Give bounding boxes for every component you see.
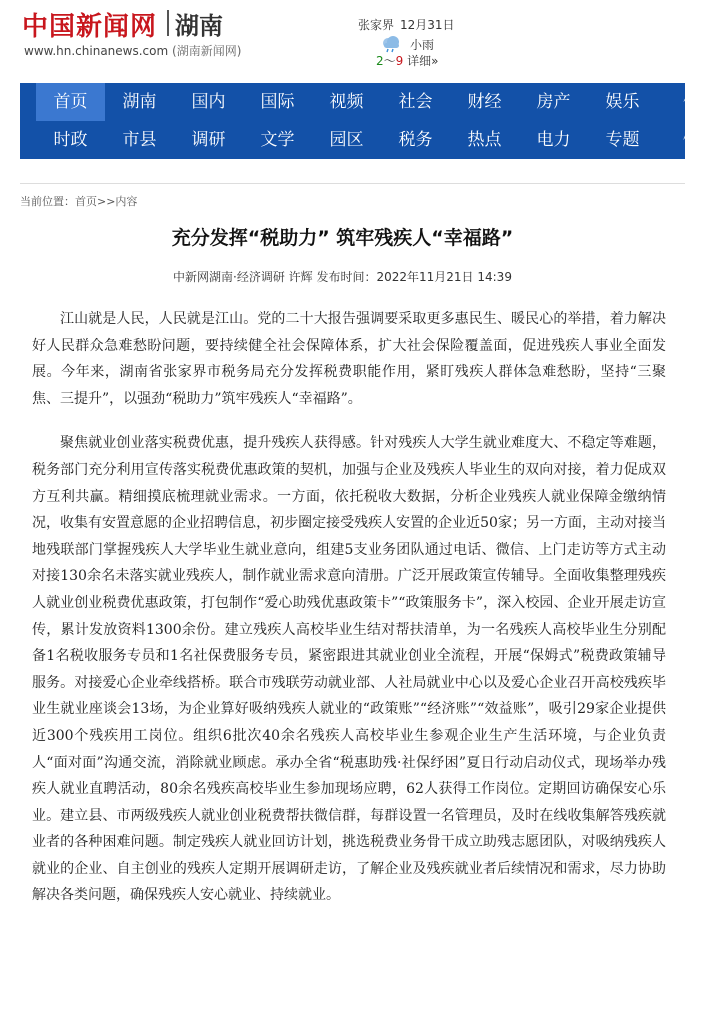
weather-widget bbox=[358, 16, 498, 68]
nav-item-hotspot[interactable]: 热点 bbox=[467, 130, 502, 150]
nav-item-finance[interactable]: 财经 bbox=[467, 92, 502, 112]
main-nav bbox=[20, 83, 700, 159]
article-title: 充分发挥“税助力” 筑牢残疾人“幸福路” bbox=[171, 227, 514, 249]
cloud-rain-icon bbox=[380, 36, 402, 52]
weather-sep: ～ bbox=[383, 54, 396, 68]
article-meta: 中新网湖南·经济调研 许辉 发布时间：2022年11月21日 14:39 bbox=[173, 270, 512, 284]
weather-high: 9 bbox=[395, 54, 404, 68]
weather-condition: 小雨 bbox=[410, 38, 435, 52]
site-url-text: www.hn.chinanews.com bbox=[24, 44, 169, 58]
nav-item-cities[interactable]: 市县 bbox=[122, 130, 157, 150]
nav-item-tax[interactable]: 税务 bbox=[398, 130, 433, 150]
nav-item-entertainment[interactable]: 娱乐 bbox=[605, 92, 640, 112]
nav-item-home[interactable]: 首页 bbox=[36, 83, 105, 121]
nav-row-1 bbox=[20, 83, 720, 121]
site-url bbox=[24, 42, 241, 59]
region-name[interactable]: 湖南 bbox=[175, 12, 223, 40]
site-logo[interactable]: 中国新闻网 bbox=[22, 12, 158, 42]
weather-city[interactable]: 张家界 bbox=[358, 18, 395, 32]
nav-row-2 bbox=[20, 121, 720, 159]
weather-detail-link[interactable]: 详细» bbox=[407, 54, 439, 68]
logo-divider bbox=[167, 10, 169, 36]
weather-low: 2 bbox=[376, 54, 384, 68]
divider bbox=[20, 183, 685, 184]
site-url-sub: (湖南新闻网) bbox=[172, 44, 242, 58]
site-header bbox=[0, 0, 685, 82]
nav-item-society[interactable]: 社会 bbox=[398, 92, 433, 112]
nav-item-health[interactable]: 健 bbox=[683, 130, 700, 150]
article-body bbox=[32, 306, 666, 909]
nav-item-power[interactable]: 电力 bbox=[536, 130, 571, 150]
nav-item-international[interactable]: 国际 bbox=[260, 92, 295, 112]
nav-item-sports[interactable]: 体 bbox=[683, 92, 700, 112]
article-paragraph: 聚焦就业创业落实税费优惠，提升残疾人获得感。针对残疾人大学生就业难度大、不稳定等难题，税务部门充分利用宣传落实税费优惠政策的契机，加强与企业及残疾人毕业生的双向对接，着力促成双方互利共赢。精细摸底梳理就业需求。一方面，依托税收大数据，分析企业残疾人就业保障金缴纳情况，收集有安置意愿的企业招聘信息，初步圈定接受残疾人安置的企业近50家；另一方面，主动对接当地残联部门掌握残疾人大学毕业生就业意向，组建5支业务团队通过电话、微信、上门走访等方式主动对接130余名未落实就业残疾人，制作就业需求意向清册。广泛开展政策宣传辅导。全面收集整理残疾人就业创业税费优惠政策，打包制作“爱心助残优惠政策卡”“政策服务卡”，深入校园、企业开展走访宣传，累计发放资料1300余份。建立残疾人高校毕业生结对帮扶清单，为一名残疾人高校毕业生分别配备1名税收服务专员和1名社保费服务专员，紧密跟进其就业创业全流程，开展“保姆式”税费政策辅导服务。对接爱心企业牵线搭桥。联合市残联劳动就业部、人社局就业中心以及爱心企业召开高校残疾毕业生就业座谈会13场，为企业算好吸纳残疾人就业的“政策账”“经济账”“效益账”，吸引29家企业提供近300个残疾用工岗位。组织6批次40余名残疾人高校毕业生参观企业生产生活环境，与企业负责人“面对面”沟通交流，消除就业顾虑。承办全省“税惠助残·社保纾困”夏日行动启动仪式，现场举办残疾人就业直聘活动，80余名残疾高校毕业生参加现场应聘，62人获得工作岗位。定期回访确保安心乐业。建立县、市两级残疾人就业创业税费帮扶微信群，每群设置一名管理员，及时在线收集解答残疾就业者的各种困难问题。制定残疾人就业回访计划，挑选税费业务骨干成立助残志愿团队，对吸纳残疾人就业的企业、自主创业的残疾人定期开展调研走访，了解企业及残疾就业者后续情况和需求，尽力协助解决各类问题，确保残疾人安心就业、持续就业。 bbox=[32, 435, 666, 904]
nav-item-video[interactable]: 视频 bbox=[329, 92, 364, 112]
nav-item-parks[interactable]: 园区 bbox=[329, 130, 364, 150]
nav-item-research[interactable]: 调研 bbox=[191, 130, 226, 150]
breadcrumb[interactable]: 当前位置：首页>>内容 bbox=[20, 195, 138, 208]
nav-item-special[interactable]: 专题 bbox=[605, 130, 640, 150]
article-paragraph: 江山就是人民，人民就是江山。党的二十大报告强调要采取更多惠民生、暖民心的举措，着力解决好人民群众急难愁盼问题，要持续健全社会保障体系，扩大社会保险覆盖面，促进残疾人事业全面发展。今年来，湖南省张家界市税务局充分发挥税费职能作用，紧盯残疾人群体急难愁盼，坚持“三聚焦、三提升”，以强劲“税助力”筑牢残疾人“幸福路”。 bbox=[32, 311, 666, 407]
nav-item-realestate[interactable]: 房产 bbox=[536, 92, 571, 112]
nav-item-hunan[interactable]: 湖南 bbox=[122, 92, 157, 112]
nav-item-literature[interactable]: 文学 bbox=[260, 130, 295, 150]
nav-item-domestic[interactable]: 国内 bbox=[191, 92, 226, 112]
weather-range bbox=[376, 52, 438, 69]
nav-item-politics[interactable]: 时政 bbox=[53, 130, 88, 150]
weather-date: 12月31日 bbox=[400, 18, 455, 32]
